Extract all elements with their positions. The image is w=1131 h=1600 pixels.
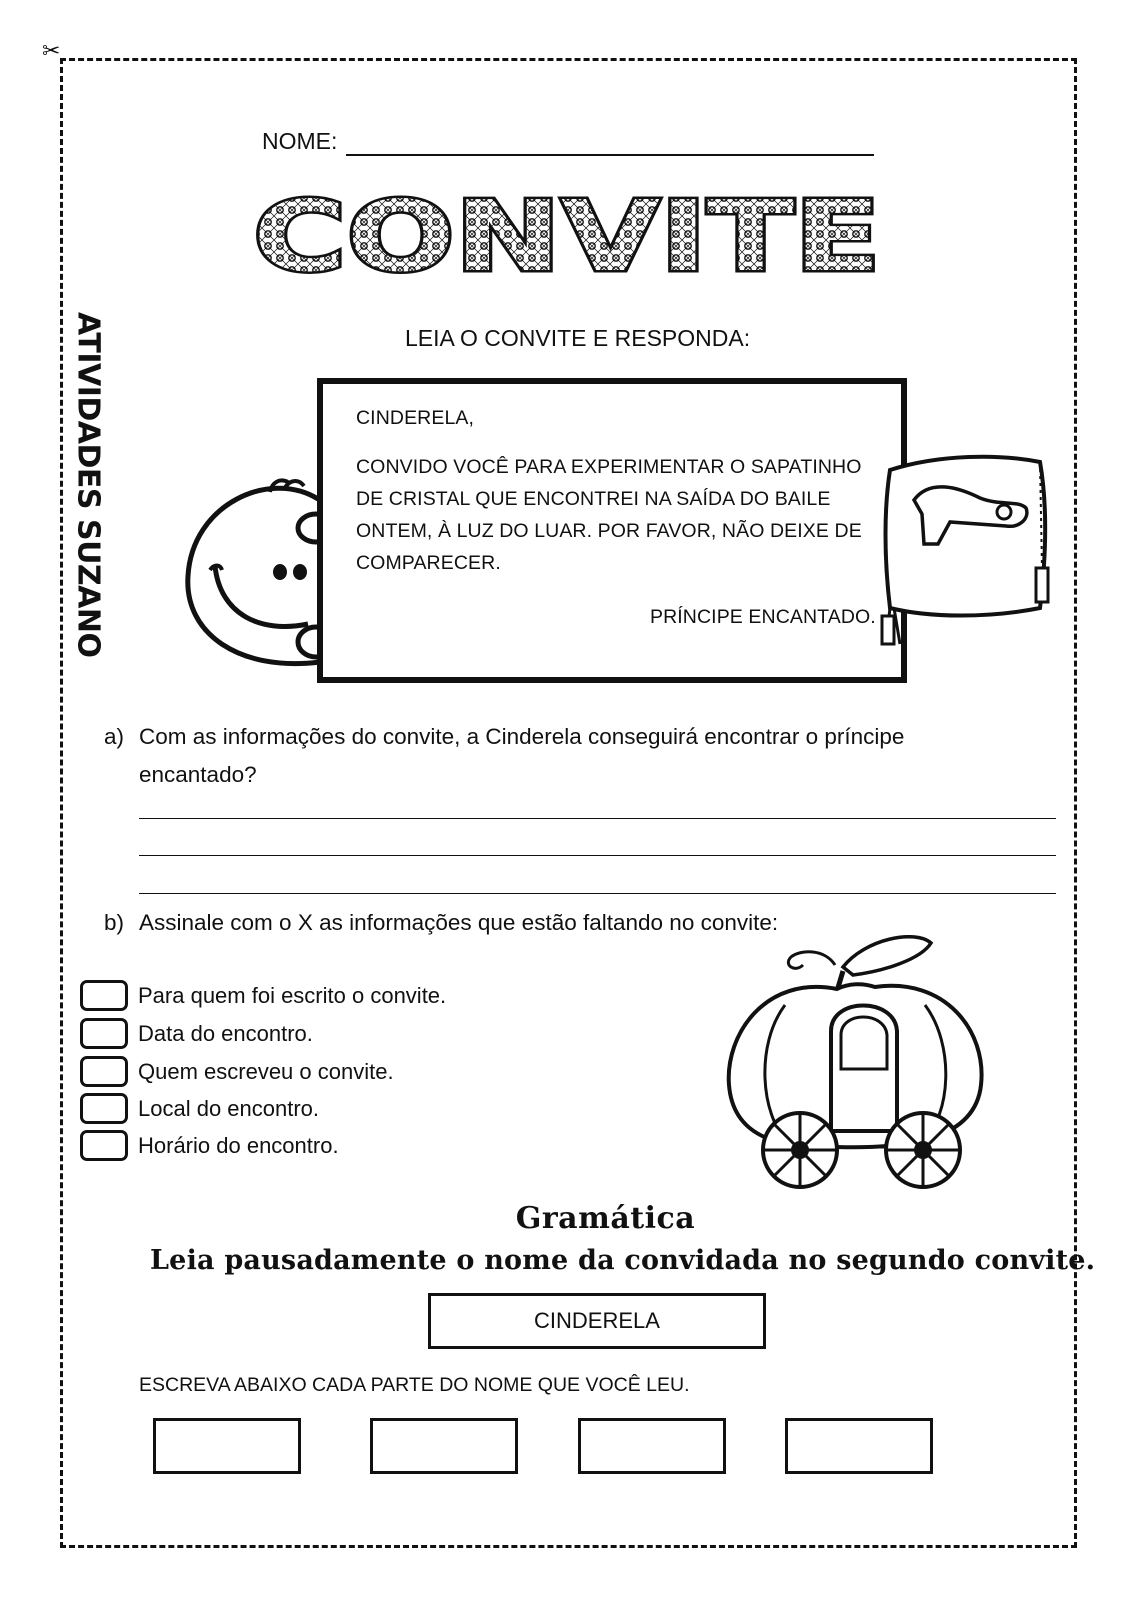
question-a-text: Com as informações do convite, a Cinderela conseguirá encontrar o príncipe encantado? [139,724,905,787]
syllable-box[interactable] [153,1418,301,1474]
question-b-letter: b) [104,910,125,935]
answer-line[interactable] [139,855,1056,856]
glass-slipper-cushion-icon [880,448,1055,648]
option-label: Data do encontro. [138,1021,313,1046]
option-label: Quem escreveu o convite. [138,1059,394,1084]
syllable-box[interactable] [370,1418,518,1474]
option-label: Horário do encontro. [138,1133,339,1158]
answer-line[interactable] [139,818,1056,819]
pumpkin-carriage-icon [725,935,1005,1205]
syllable-box[interactable] [785,1418,933,1474]
checkbox[interactable] [80,1018,128,1049]
option-label: Local do encontro. [138,1096,320,1121]
checkbox[interactable] [80,1130,128,1161]
question-b-text: Assinale com o X as informações que estão faltando no convite: [139,910,779,935]
checkbox[interactable] [80,1056,128,1087]
checkbox[interactable] [80,980,128,1011]
invitee-name: CINDERELA [534,1308,660,1333]
invitation-greeting: CINDERELA, [356,407,475,429]
option-label: Para quem foi escrito o convite. [138,983,447,1008]
answer-line[interactable] [139,893,1056,894]
instruction: LEIA O CONVITE E RESPONDA: [405,325,751,351]
checkbox[interactable] [80,1093,128,1124]
name-label: NOME: [262,128,338,154]
question-a-letter: a) [104,724,125,749]
grammar-title: Gramática [515,1201,696,1236]
invitation-body: CONVIDO VOCÊ PARA EXPERIMENTAR O SAPATINHO DE CRISTAL QUE ENCONTREI NA SAÍDA DO BAILE ONTEM, À LUZ DO LUAR. POR FAVOR, NÃO DEIXE DE COMPARECER. [356,456,862,574]
invitation-signature: PRÍNCIPE ENCANTADO. [650,606,876,628]
side-label: ATIVIDADES SUZANO [70,312,106,658]
write-instruction: ESCREVA ABAIXO CADA PARTE DO NOME QUE VOCÊ LEU. [139,1374,690,1396]
grammar-subtitle: Leia pausadamente o nome da convidada no segundo convite. [150,1245,1096,1276]
name-input-line[interactable] [346,154,874,156]
scissors-icon: ✂ [42,38,61,63]
page-title [250,192,885,280]
invitee-name-box [428,1293,766,1349]
syllable-box[interactable] [578,1418,726,1474]
page-title-text: CONVITE [253,192,881,280]
